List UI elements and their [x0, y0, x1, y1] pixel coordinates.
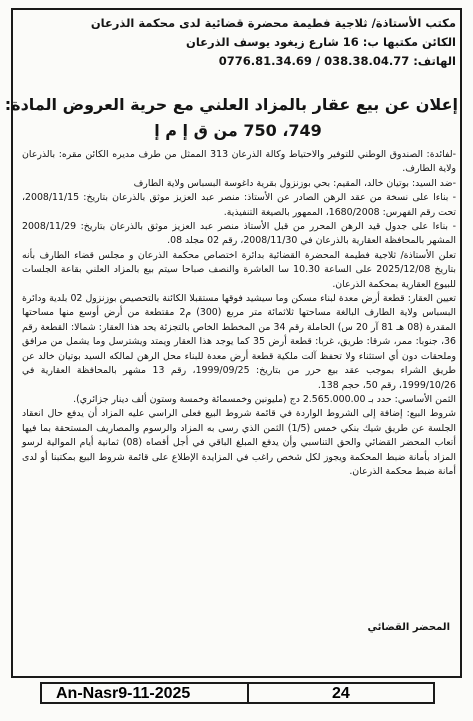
- auction-date-paragraph: تعلن الأستاذة/ ثلاجية فطيمة المحضرة القضائية بدائرة اختصاص محكمة الذرعان و مجلس قضاء الطارف بأنه بتاريخ 2025/12/08 على الساعة 10.30 سا العاشرة والنصف صباحا سيتم بيع بالمزاد العلني بقاعة الجلسات للبيوع العقارية بمحكمة الذرعان.: [22, 249, 456, 290]
- beneficiary-paragraph: -لفائدة: الصندوق الوطني للتوفير والاحتياط وكالة الذرعان 313 الممثل من طرف مديره الكائن مقره: بالذرعان ولاية الطارف.: [22, 149, 456, 175]
- page-number: 24: [332, 685, 350, 702]
- office-name: مكتب الأستاذة/ ثلاجية فطيمة محضرة قضائية لدى محكمة الذرعان: [90, 16, 456, 30]
- property-description-paragraph: تعيين العقار: قطعة أرض معدة لبناء مسكن وما سيشيد فوقها مستقبلا الكائنة بالتحصيص بوزنزول 02 بلدية ودائرة البسباس ولاية الطارف البالغة مساحتها ثلاثمائة متر مربع (300) م2 مقتطعة من أرض أوسع منها مساحتها المقدرة (08 هـ 81 آر 20 س) الحاملة رقم 34 من المخطط الخاص بالتجزئة يحد هذا العقار: شمالا: القطعة رقم 36، جنوبا: ممر، شرقا: طريق، غربا: قطعة أرض 35 كما يوجد هذا العقار ويمتد ويشترسل وما يشمل من مرافق وملحقات دون أي استثناء ولا تحفظ آلت ملكية قطعة أرض معدة للبناء محل الرهن لمالكه السيد بوتيان خالد عن طريق الشراء بموجب عقد بيع حرر من بتاريخ: 1999/09/25، رقم 13 مشهر بالمحافظة العقارية في 1999/10/26، رقم 50، حجم 138.: [22, 293, 457, 391]
- debtor-paragraph: -ضد السيد: بوتيان خالد، المقيم: بحي بوزنزول بقرية داغوسة البسباس ولاية الطارف: [133, 177, 456, 189]
- announcement-title: [4, 92, 458, 144]
- page-footer: [40, 682, 435, 704]
- bailiff-office-header: [20, 14, 456, 71]
- mortgage-registration-paragraph: - بناءا على جدول قيد الرهن المحرر من قبل الأستاذ منصر عبد العزيز موثق بالذرعان بتاريخ: 2008/11/29 المشهر بالمحافظة العقارية بالذرعان في 2008/11/30، رقم 02 مجلد 08.: [22, 221, 456, 247]
- announcement-title-line-2: 749، 750 من ق إ م إ: [154, 121, 322, 140]
- signature-label: المحضر القضائي: [367, 622, 450, 633]
- notice-body: [22, 148, 456, 479]
- office-address: الكائن مكتبها ب: 16 شارع زيغود يوسف الذرعان: [186, 35, 456, 49]
- mortgage-deed-paragraph: - بناءا على نسخة من عقد الرهن الصادر عن الأستاذ: منصر عبد العزيز موثق بالذرعان بتاريخ: 2008/11/15، تحت رقم الفهرس: 1680/2008، الممهور بالصيغة التنفيذية.: [22, 192, 456, 218]
- footer-divider: [247, 684, 249, 702]
- office-phone: الهاتف: 038.38.04.77 / 0776.81.34.69: [218, 54, 456, 68]
- announcement-title-line-1: إعلان عن بيع عقار بالمزاد العلني مع حرية العروض المادة:: [4, 95, 458, 114]
- sale-conditions-paragraph: شروط البيع: إضافة إلى الشروط الواردة في قائمة شروط البيع فعلى الراسي عليه المزاد أن يدفع حال انعقاد الجلسة عن طريق شيك بنكي خمس (1/5) الثمن الذي رسى به المزاد والرسوم والمصاريف المستحقة بما فيها أتعاب المحضر القضائي والحق التناسبي وأن يدفع المبلغ الباقي في أجل أقصاه (08) ثمانية أيام الموالية لرسو المزاد بأمانة ضبط المحكمة ويجوز لكل شخص راغب في المزايدة الإطلاع على قائمة شروط البيع بمكتبنا أو لدى أمانة ضبط محكمة الذرعان.: [22, 408, 457, 477]
- base-price-paragraph: الثمن الأساسي: حدد بـ 2.565.000.00 دج (مليونين وخمسمائة وخمسة وستون ألف دينار جزائري).: [73, 393, 456, 405]
- edition-label: An-Nasr9-11-2025: [56, 685, 191, 702]
